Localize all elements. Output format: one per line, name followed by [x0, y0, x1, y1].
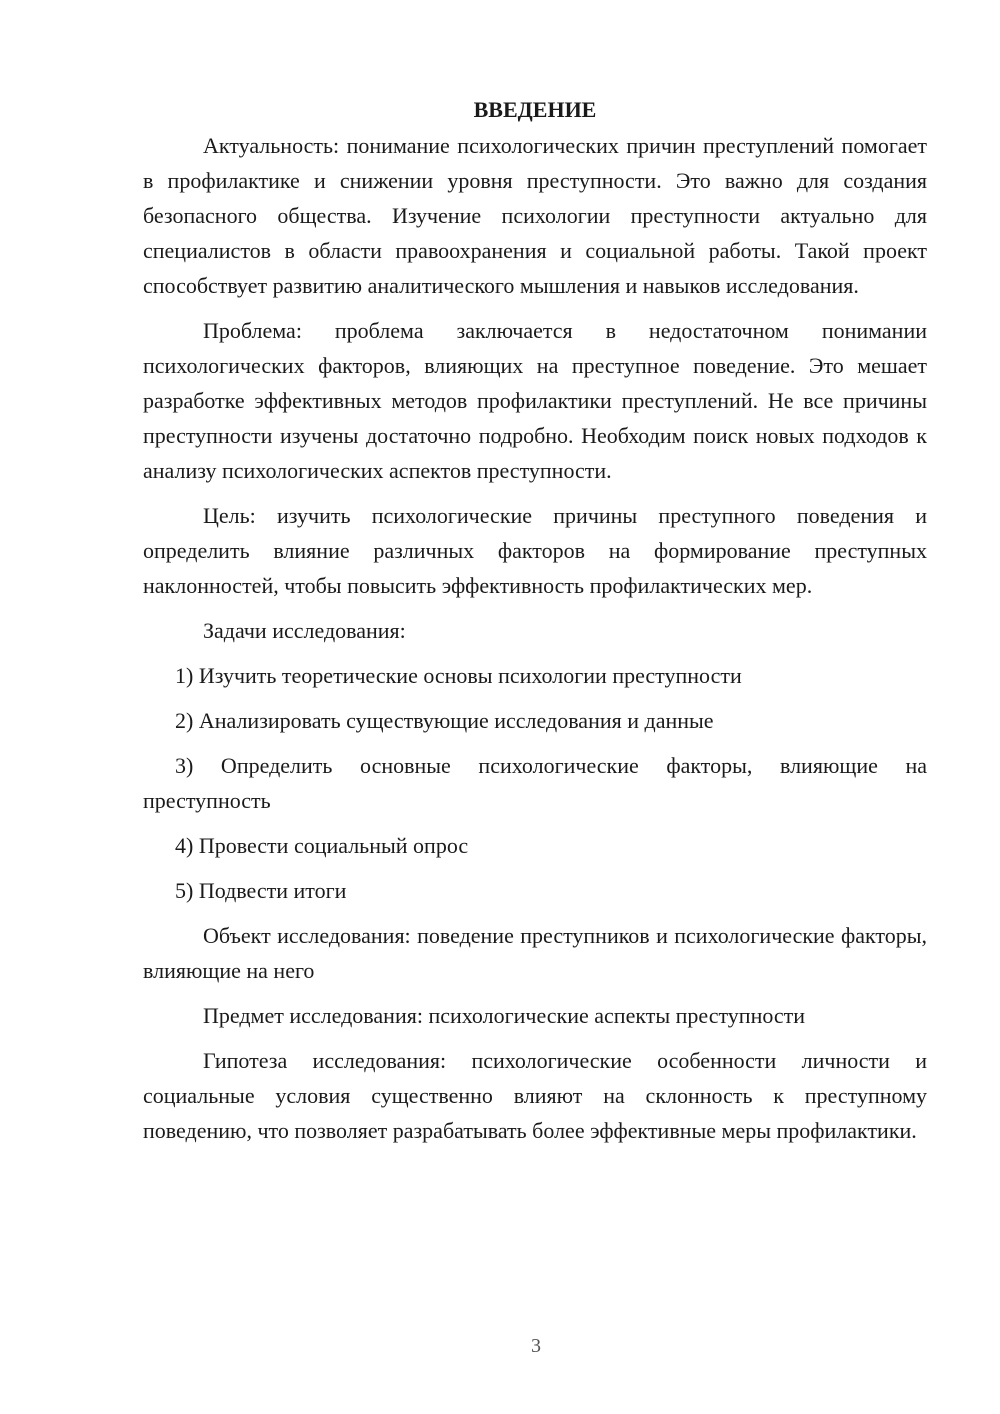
paragraph-relevance: Актуальность: понимание психологических причин преступлений помогает в профилактике и снижении уровня преступности. Это важно для создания безопасного общества. Изучение психологии преступности актуально для специалистов в области правоохранения и социальной работы. Такой проект способствует развитию аналитического мышления и навыков исследования. [143, 133, 927, 298]
paragraph-object: Объект исследования: поведение преступников и психологические факторы, влияющие на него [143, 923, 927, 983]
task-item: 5) Подвести итоги [175, 878, 347, 903]
paragraph-hypothesis: Гипотеза исследования: психологические особенности личности и социальные условия существенно влияют на склонность к преступному поведению, что позволяет разрабатывать более эффективные меры профилактики. [143, 1048, 927, 1143]
paragraph-problem: Проблема: проблема заключается в недостаточном понимании психологических факторов, влияющих на преступное поведение. Это мешает разработке эффективных методов профилактики преступлений. Не все причины преступности изучены достаточно подробно. Необходим поиск новых подходов к анализу психологических аспектов преступности. [143, 318, 927, 483]
paragraph-subject: Предмет исследования: психологические аспекты преступности [203, 1003, 806, 1028]
task-item: 3) Определить основные психологические факторы, влияющие на преступность [143, 753, 927, 813]
task-item: 1) Изучить теоретические основы психологии преступности [175, 663, 742, 688]
paragraph-tasks-heading: Задачи исследования: [203, 618, 406, 643]
page-number: 3 [531, 1335, 541, 1357]
task-item: 4) Провести социальный опрос [175, 833, 469, 858]
section-title: ВВЕДЕНИЕ [473, 97, 597, 122]
task-item: 2) Анализировать существующие исследования и данные [175, 708, 714, 733]
document-page [143, 92, 927, 1158]
paragraph-goal: Цель: изучить психологические причины преступного поведения и определить влияние различных факторов на формирование преступных наклонностей, чтобы повысить эффективность профилактических мер. [143, 503, 927, 598]
